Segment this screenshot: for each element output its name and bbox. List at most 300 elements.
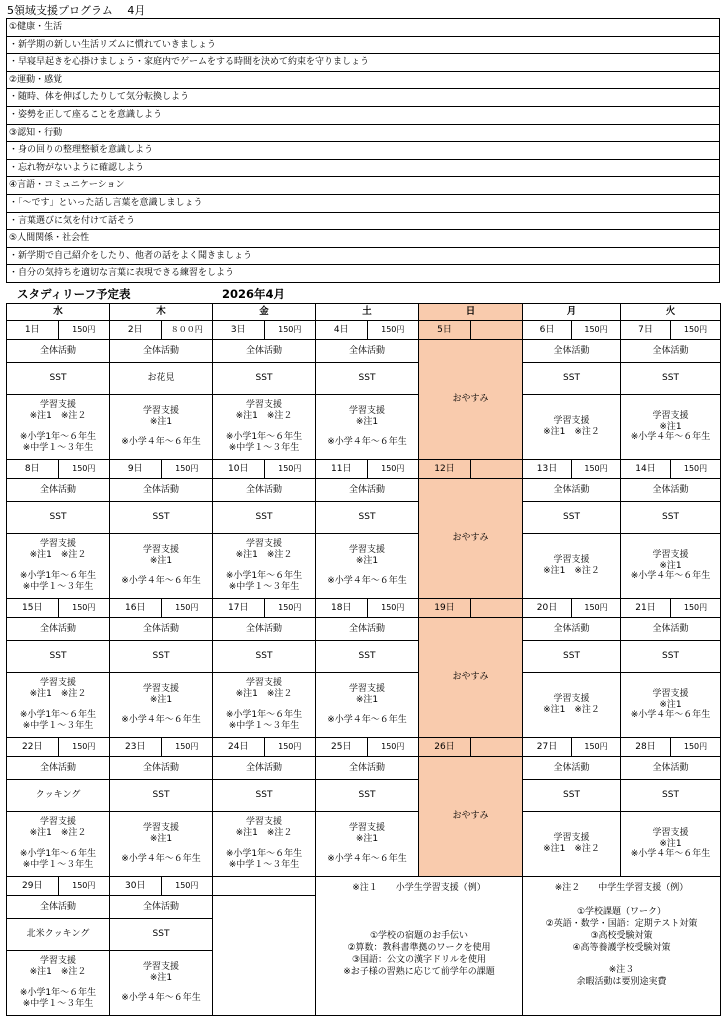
- activity-row: [7, 757, 721, 780]
- date-row: [7, 321, 721, 340]
- event-cell: SST: [7, 363, 110, 395]
- support-line: ※小学1年～６年生: [19, 432, 97, 442]
- support-cell: [621, 812, 721, 877]
- support-spacer: [7, 839, 109, 849]
- weekday-thu: 木: [110, 304, 213, 321]
- weekday-fri: 金: [213, 304, 316, 321]
- date-cell-sat: [316, 738, 419, 757]
- date-row: [7, 460, 721, 479]
- day-date: 3日: [213, 321, 265, 339]
- activity-cell: 全体活動: [316, 340, 419, 363]
- day-price: [471, 460, 522, 478]
- day-header: [7, 877, 109, 895]
- support-line: ※小学1年～６年生: [225, 571, 303, 581]
- day-date: 17日: [213, 599, 265, 617]
- note-2-box: [523, 877, 721, 1016]
- activity-row: [7, 618, 721, 641]
- holiday-cell: おやすみ: [419, 618, 523, 738]
- weekday-mon: 月: [523, 304, 621, 321]
- support-cell: [316, 534, 419, 599]
- support-line: 学習支援: [652, 549, 689, 560]
- calendar-body: [7, 321, 721, 1016]
- day-header: [523, 599, 620, 617]
- support-line: ※注1: [659, 699, 682, 710]
- event-cell: お花見: [110, 363, 213, 395]
- date-row: [7, 599, 721, 618]
- support-line: ※中学１～３年生: [22, 859, 94, 870]
- day-price: 150円: [381, 603, 405, 613]
- day-price: 150円: [584, 742, 608, 752]
- event-cell: SST: [523, 641, 621, 673]
- support-line: ※注1: [355, 416, 379, 427]
- support-line: 学習支援: [245, 678, 282, 689]
- support-line: ※小学４年～６年生: [327, 576, 407, 587]
- event-row: [7, 780, 721, 812]
- day-date: 20日: [523, 599, 572, 617]
- support-line: ※小学４年～６年生: [121, 854, 201, 865]
- support-spacer: [7, 422, 109, 432]
- day-header: [110, 321, 212, 339]
- support-cell: [621, 395, 721, 460]
- note-1-heading: ※注１ 小学生学習支援（例）: [352, 883, 486, 893]
- support-line: ※注1: [659, 560, 682, 571]
- day-header: [316, 460, 418, 478]
- date-cell-fri: [213, 599, 316, 618]
- support-spacer: [316, 844, 418, 854]
- day-price: 150円: [72, 464, 96, 474]
- support-spacer: [110, 705, 212, 715]
- day-date: 2日: [110, 321, 162, 339]
- event-cell: SST: [213, 780, 316, 812]
- support-cell: [110, 534, 213, 599]
- support-cell: [213, 534, 316, 599]
- support-line: ※注1 ※注２: [235, 828, 293, 839]
- activity-cell: 全体活動: [7, 896, 110, 919]
- activity-cell: 全体活動: [213, 618, 316, 641]
- day-header: [110, 877, 212, 895]
- day-price: 150円: [278, 464, 302, 474]
- event-row: [7, 502, 721, 534]
- day-header: [110, 599, 212, 617]
- day-header: [523, 738, 620, 756]
- day-price: 150円: [683, 325, 708, 335]
- event-cell: SST: [213, 363, 316, 395]
- weekday-tue: 火: [621, 304, 721, 321]
- program-section-heading: ②運動・感覚: [7, 71, 719, 89]
- support-cell: [7, 534, 110, 599]
- support-line: ※小学４年～６年生: [121, 993, 201, 1004]
- support-cell: [523, 673, 621, 738]
- support-line: 学習支援: [39, 817, 76, 828]
- event-cell: 北米クッキング: [7, 919, 110, 951]
- date-cell-thu: [110, 738, 213, 757]
- date-cell-thu: [110, 321, 213, 340]
- support-line: ※注1: [659, 421, 682, 432]
- support-line: ※小学４年～６年生: [327, 437, 407, 448]
- support-row: [7, 673, 721, 738]
- support-line: ※小学４年～６年生: [121, 437, 201, 448]
- date-row: [7, 877, 721, 896]
- support-cell: [523, 812, 621, 877]
- holiday-cell: おやすみ: [419, 479, 523, 599]
- program-item: ・身の回りの整理整頓を意識しよう: [7, 141, 719, 159]
- day-date: 30日: [110, 877, 162, 895]
- support-line: ※注1: [659, 838, 682, 849]
- support-line: ※注1 ※注２: [29, 828, 87, 839]
- day-date: 19日: [419, 599, 471, 617]
- support-spacer: [213, 839, 315, 849]
- day-header: [316, 599, 418, 617]
- activity-cell: 全体活動: [110, 757, 213, 780]
- date-cell-tue: [621, 599, 721, 618]
- support-spacer: [213, 422, 315, 432]
- support-cell: [523, 395, 621, 460]
- support-line: 学習支援: [245, 400, 282, 411]
- date-cell-wed: [7, 460, 110, 479]
- day-price: 150円: [683, 464, 708, 474]
- support-spacer: [316, 427, 418, 437]
- day-price: 150円: [175, 881, 199, 891]
- date-cell-mon: [523, 460, 621, 479]
- program-item: ・新学期の新しい生活リズムに慣れていきましょう: [7, 36, 719, 54]
- note-2-line: ④高等養護学校受験対策: [572, 942, 671, 953]
- support-line: ※小学４年～６年生: [121, 715, 201, 726]
- sunday-date-cell: [419, 460, 523, 479]
- support-line: ※中学１～３年生: [22, 442, 94, 453]
- sunday-date-cell: [419, 599, 523, 618]
- day-date: 23日: [110, 738, 162, 756]
- support-line: ※注1: [355, 833, 379, 844]
- support-line: ※中学１～３年生: [22, 720, 94, 731]
- activity-cell: 全体活動: [7, 340, 110, 363]
- date-cell-fri: [213, 738, 316, 757]
- day-date: 13日: [523, 460, 572, 478]
- activity-cell: 全体活動: [110, 340, 213, 363]
- support-cell: [110, 395, 213, 460]
- support-line: ※小学1年～６年生: [225, 710, 303, 720]
- day-header: [621, 321, 720, 339]
- support-line: ※注1 ※注２: [235, 689, 293, 700]
- event-cell: クッキング: [7, 780, 110, 812]
- event-cell: SST: [110, 780, 213, 812]
- activity-cell: 全体活動: [621, 757, 721, 780]
- date-cell-sat: [316, 599, 419, 618]
- day-date: 7日: [621, 321, 671, 339]
- sunday-date-cell: [419, 321, 523, 340]
- support-cell: [110, 812, 213, 877]
- support-line: 学習支援: [348, 822, 385, 833]
- support-cell: [213, 395, 316, 460]
- support-spacer: [316, 705, 418, 715]
- support-line: 学習支援: [553, 833, 590, 844]
- support-line: 学習支援: [348, 405, 385, 416]
- day-date: 22日: [7, 738, 59, 756]
- date-cell-tue: [621, 321, 721, 340]
- support-line: ※中学１～３年生: [228, 859, 300, 870]
- day-price: 150円: [381, 464, 405, 474]
- date-cell-mon: [523, 738, 621, 757]
- support-line: ※小学４年～６年生: [327, 854, 407, 865]
- event-cell: SST: [316, 641, 419, 673]
- activity-cell: 全体活動: [7, 757, 110, 780]
- date-cell-fri: [213, 460, 316, 479]
- event-cell: SST: [316, 363, 419, 395]
- support-line: 学習支援: [553, 555, 590, 566]
- support-cell: [7, 812, 110, 877]
- support-line: ※中学１～３年生: [228, 720, 300, 731]
- five-domain-program: [6, 4, 720, 283]
- support-line: ※注1: [149, 972, 173, 983]
- day-header: [110, 738, 212, 756]
- support-line: 学習支援: [39, 678, 76, 689]
- day-header: [110, 460, 212, 478]
- weekday-sat: 土: [316, 304, 419, 321]
- weekday-header-row: [7, 304, 721, 321]
- note-2-heading: ※注２ 中学生学習支援（例）: [554, 883, 689, 893]
- day-price: 150円: [381, 742, 405, 752]
- day-header: [419, 738, 522, 756]
- support-line: ※注1 ※注２: [235, 411, 293, 422]
- support-spacer: [213, 700, 315, 710]
- support-spacer: [213, 561, 315, 571]
- day-header: [7, 321, 109, 339]
- support-line: ※小学1年～６年生: [225, 432, 303, 442]
- program-section-heading: ④言語・コミュニケーション: [7, 176, 719, 194]
- support-line: 学習支援: [652, 410, 689, 421]
- date-cell-wed: [7, 321, 110, 340]
- day-price: 150円: [175, 464, 199, 474]
- day-date: 14日: [621, 460, 671, 478]
- support-cell: [316, 673, 419, 738]
- event-cell: SST: [213, 502, 316, 534]
- day-date: 5日: [419, 321, 471, 339]
- activity-cell: 全体活動: [621, 479, 721, 502]
- day-header: [419, 460, 522, 478]
- support-line: ※注1 ※注２: [543, 705, 600, 715]
- support-line: ※小学1年～６年生: [225, 849, 303, 859]
- support-row: [7, 534, 721, 599]
- day-header: [621, 738, 720, 756]
- activity-cell: 全体活動: [316, 618, 419, 641]
- support-line: 学習支援: [142, 405, 179, 416]
- activity-row: [7, 340, 721, 363]
- support-line: ※小学1年～６年生: [19, 571, 97, 581]
- program-section-heading: ③認知・行動: [7, 124, 719, 142]
- support-cell: [110, 673, 213, 738]
- note-1-line: ③国語：公文の漢字ドリルを使用: [351, 954, 487, 965]
- event-cell: SST: [7, 641, 110, 673]
- day-header: [523, 321, 620, 339]
- event-cell: SST: [7, 502, 110, 534]
- calendar-table: [6, 303, 721, 1016]
- support-line: ※注1: [149, 833, 173, 844]
- day-header: [316, 321, 418, 339]
- support-line: ※中学１～３年生: [22, 581, 94, 592]
- date-cell-thu: [110, 460, 213, 479]
- day-header: [213, 460, 315, 478]
- support-cell: [213, 812, 316, 877]
- support-cell: [621, 534, 721, 599]
- support-line: ※小学４年～６年生: [327, 715, 407, 726]
- day-date: 1日: [7, 321, 59, 339]
- note-1-line: ①学校の宿題のお手伝い: [369, 930, 469, 941]
- day-header: [523, 460, 620, 478]
- day-date: 24日: [213, 738, 265, 756]
- day-date: 21日: [621, 599, 671, 617]
- support-line: 学習支援: [348, 544, 385, 555]
- note-1-line: ②算数：教科書準拠のワークを使用: [347, 942, 491, 953]
- day-price: 150円: [72, 325, 96, 335]
- date-cell-wed: [7, 599, 110, 618]
- support-spacer: [110, 983, 212, 993]
- support-line: 学習支援: [142, 822, 179, 833]
- program-item: ・言葉選びに気を付けて話そう: [7, 212, 719, 230]
- activity-cell: 全体活動: [213, 340, 316, 363]
- support-cell: [213, 673, 316, 738]
- support-spacer: [7, 978, 109, 988]
- support-line: ※中学１～３年生: [228, 442, 300, 453]
- event-cell: SST: [621, 502, 721, 534]
- note-2-footer: ※注３: [608, 964, 635, 975]
- day-header: [621, 599, 720, 617]
- support-line: 学習支援: [39, 956, 76, 967]
- program-item: ・忘れ物がないように確認しよう: [7, 159, 719, 177]
- day-header: [213, 321, 315, 339]
- day-header: [419, 599, 522, 617]
- date-cell-sat: [316, 460, 419, 479]
- day-price: [471, 321, 522, 339]
- day-price: 150円: [584, 603, 608, 613]
- support-line: 学習支援: [142, 961, 179, 972]
- program-section-heading: ⑤人間関係・社会性: [7, 229, 719, 247]
- event-cell: SST: [316, 780, 419, 812]
- program-item: ・随時、体を伸ばしたりして気分転換しよう: [7, 88, 719, 106]
- date-cell: [7, 877, 110, 896]
- date-cell-thu: [110, 599, 213, 618]
- date-row: [7, 738, 721, 757]
- support-cell: [316, 812, 419, 877]
- note-spacer: [523, 954, 720, 964]
- holiday-cell: おやすみ: [419, 757, 523, 877]
- support-row: [7, 812, 721, 877]
- date-cell: [110, 877, 213, 896]
- day-price: 150円: [278, 325, 302, 335]
- activity-cell: 全体活動: [110, 618, 213, 641]
- day-date: 15日: [7, 599, 59, 617]
- support-line: ※注1 ※注２: [29, 689, 87, 700]
- support-spacer: [110, 566, 212, 576]
- activity-cell: 全体活動: [213, 479, 316, 502]
- event-cell: SST: [621, 363, 721, 395]
- support-line: ※小学1年～６年生: [19, 710, 97, 720]
- day-date: 18日: [316, 599, 368, 617]
- support-line: ※小学1年～６年生: [19, 849, 97, 859]
- support-line: 学習支援: [652, 827, 689, 838]
- support-line: ※注1 ※注２: [543, 844, 600, 854]
- support-line: 学習支援: [553, 694, 590, 705]
- event-cell: SST: [621, 780, 721, 812]
- support-spacer: [316, 566, 418, 576]
- day-date: 16日: [110, 599, 162, 617]
- program-item: ・「～です」といった話し言葉を意識しましょう: [7, 194, 719, 212]
- day-header: [419, 321, 522, 339]
- support-line: 学習支援: [142, 683, 179, 694]
- activity-cell: 全体活動: [523, 479, 621, 502]
- program-item: ・新学期で自己紹介をしたり、他者の話をよく聞きましょう: [7, 247, 719, 265]
- support-cell: [621, 673, 721, 738]
- support-line: ※注1 ※注２: [543, 566, 600, 576]
- activity-cell: 全体活動: [7, 618, 110, 641]
- day-date: 6日: [523, 321, 572, 339]
- empty-date-cell: [213, 877, 316, 896]
- day-price: 150円: [683, 603, 708, 613]
- support-line: 学習支援: [142, 544, 179, 555]
- support-line: ※小学４年～６年生: [121, 576, 201, 587]
- support-line: 学習支援: [39, 400, 76, 411]
- day-date: 8日: [7, 460, 59, 478]
- event-cell: SST: [523, 363, 621, 395]
- activity-cell: 全体活動: [621, 618, 721, 641]
- activity-cell: 全体活動: [7, 479, 110, 502]
- day-header: [213, 738, 315, 756]
- support-row: [7, 395, 721, 460]
- support-line: ※注1 ※注２: [29, 550, 87, 561]
- day-price: 150円: [683, 742, 708, 752]
- date-cell-sat: [316, 321, 419, 340]
- day-price: ８００円: [170, 325, 203, 335]
- day-date: 10日: [213, 460, 265, 478]
- day-price: [471, 738, 522, 756]
- event-cell: SST: [110, 919, 213, 951]
- day-date: 25日: [316, 738, 368, 756]
- note-2-footer: 余暇活動は要別途実費: [576, 976, 667, 987]
- activity-cell: 全体活動: [523, 340, 621, 363]
- support-cell: [316, 395, 419, 460]
- day-date: 29日: [7, 877, 59, 895]
- day-price: 150円: [72, 742, 96, 752]
- day-header: [7, 460, 109, 478]
- note-1-line: ※お子様の習熟に応じて前学年の課題: [343, 966, 495, 977]
- day-date: 11日: [316, 460, 368, 478]
- support-line: ※小学４年～６年生: [630, 710, 711, 721]
- day-price: 150円: [175, 742, 199, 752]
- weekday-wed: 水: [7, 304, 110, 321]
- day-price: [471, 599, 522, 617]
- support-cell: [110, 951, 213, 1016]
- empty-cell: [213, 896, 316, 1016]
- day-date: 9日: [110, 460, 162, 478]
- support-line: 学習支援: [553, 416, 590, 427]
- support-line: ※注1: [149, 694, 173, 705]
- date-cell-mon: [523, 321, 621, 340]
- day-price: 150円: [278, 742, 302, 752]
- day-header: [7, 738, 109, 756]
- support-line: ※中学１～３年生: [228, 581, 300, 592]
- support-spacer: [110, 427, 212, 437]
- day-price: 150円: [381, 325, 405, 335]
- date-cell-mon: [523, 599, 621, 618]
- event-cell: SST: [523, 780, 621, 812]
- date-cell-fri: [213, 321, 316, 340]
- day-date: 12日: [419, 460, 471, 478]
- support-line: ※小学1年～６年生: [19, 988, 97, 998]
- support-cell: [523, 534, 621, 599]
- support-line: 学習支援: [245, 539, 282, 550]
- support-line: ※小学４年～６年生: [630, 849, 711, 860]
- weekday-sun: 日: [419, 304, 523, 321]
- support-line: ※注1 ※注２: [29, 967, 87, 978]
- note-1-box: [316, 877, 523, 1016]
